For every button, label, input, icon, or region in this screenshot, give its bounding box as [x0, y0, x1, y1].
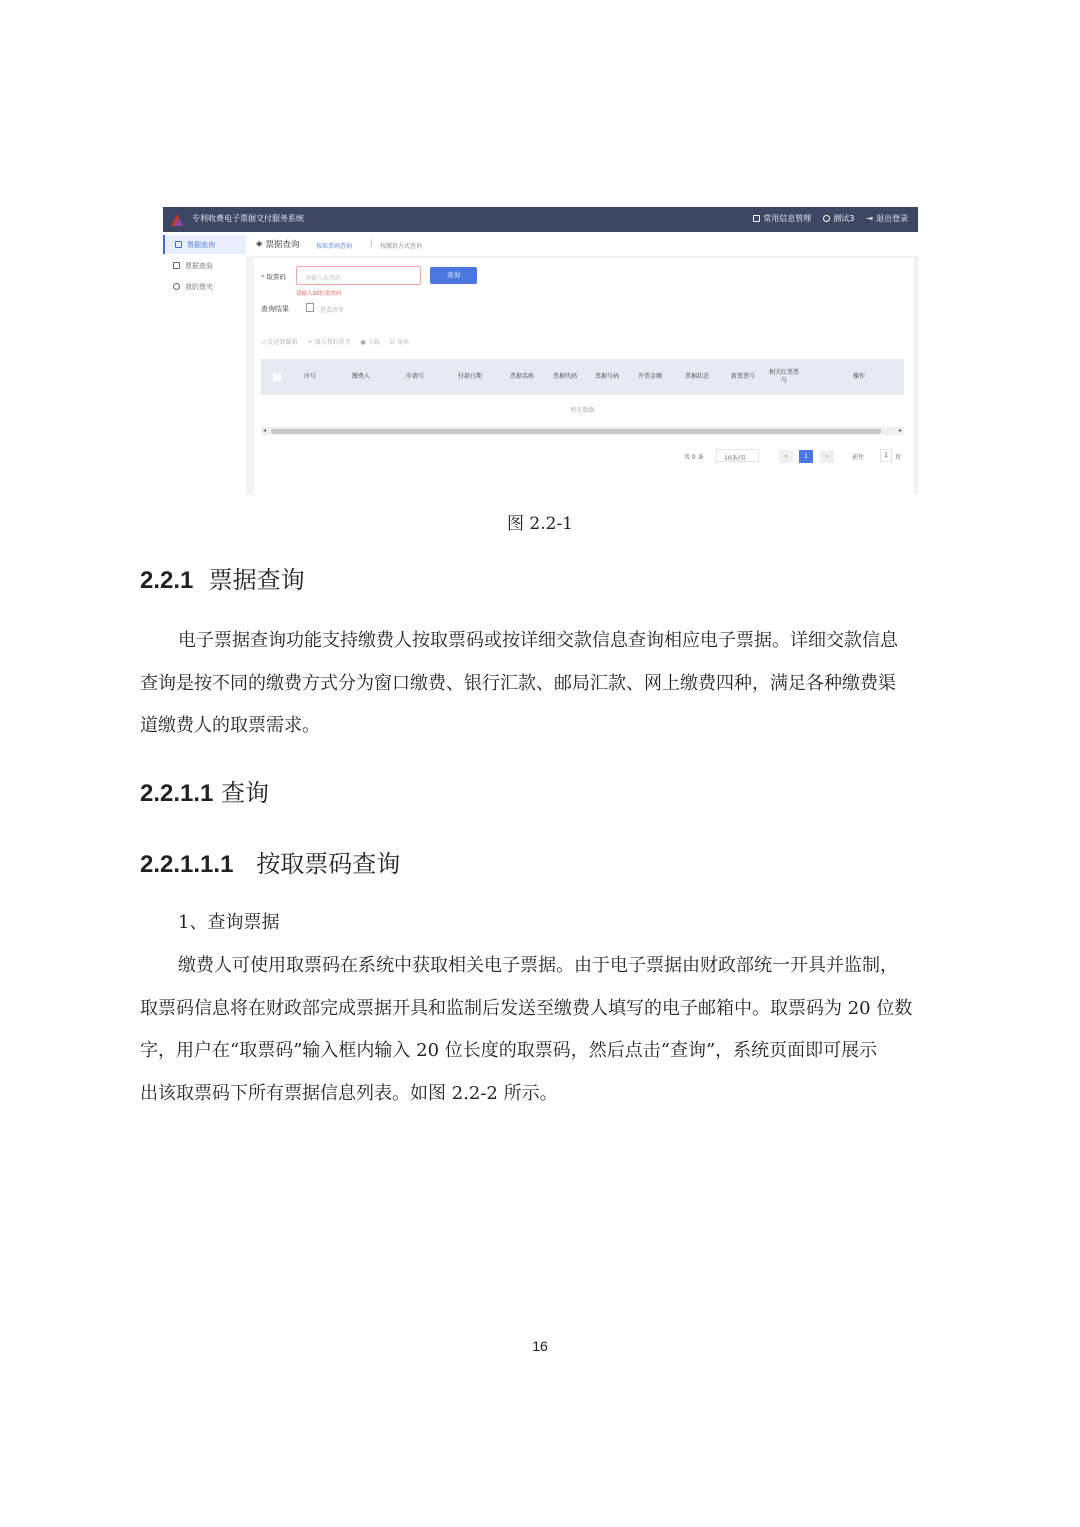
table-header: [261, 359, 904, 395]
tabs-bar: [246, 232, 918, 256]
tab-by-code[interactable]: 按取票码查询: [316, 243, 353, 250]
export-button[interactable]: ☑ 导出: [389, 339, 409, 346]
sidebar: [163, 232, 246, 495]
add-folder-button[interactable]: + 加入我的票夹: [307, 339, 351, 346]
result-label: 查询结果: [261, 305, 289, 313]
app-logo-icon: [169, 212, 185, 228]
col-index: 序号: [303, 373, 316, 380]
col-actions: 操作: [852, 373, 865, 380]
section-heading-2-2-1-1-1: 2.2.1.1.1 按取票码查询: [140, 850, 401, 878]
logout-button[interactable]: ⇥ 退出登录: [866, 214, 908, 223]
col-payer: 缴费人: [351, 373, 370, 380]
code-label: * 取票码: [261, 273, 286, 281]
paragraph-code-query: 缴费人可使用取票码在系统中获取相关电子票据。由于电子票据由财政部统一开具并监制， 取票码信息将在财政部完成票据开具和监制后发送至缴费人填写的电子邮箱中。取票码为 20 位数 字，用户在“取票码”输入框内输入 20 位长度的取票码，然后点击“查询”，系统页面即可展示 出该取票码下所有票据信息列表。如图 2.2-2 所示。: [140, 955, 913, 1104]
col-red-ticket-no: 相关红票票号: [769, 369, 800, 384]
chevron-right-icon[interactable]: ▸: [898, 427, 902, 434]
sidebar-item-my-folder[interactable]: 我的票夹: [163, 277, 246, 296]
user-icon: [823, 215, 830, 222]
page-size-select[interactable]: 10条/页: [716, 449, 759, 462]
col-status: 票据状态: [684, 373, 709, 380]
scrollbar-thumb[interactable]: [271, 429, 881, 434]
sidebar-item-ticket-query[interactable]: 票据查询: [163, 235, 246, 254]
empty-state: 暂无数据: [261, 395, 904, 428]
view-list-link[interactable]: 查看清单: [320, 307, 345, 314]
query-button[interactable]: 查询: [430, 267, 477, 284]
layers-icon: ◈: [256, 239, 263, 249]
search-icon: [173, 283, 180, 290]
next-page-button[interactable]: >: [820, 450, 834, 463]
paragraph-intro: 电子票据查询功能支持缴费人按取票码或按详细交款信息查询相应电子票据。详细交款信息 查询是按不同的缴费方式分为窗口缴费、银行汇款、邮局汇款、网上缴费四种，满足各种缴费渠 道缴费人的取票需求。: [140, 630, 898, 736]
col-amount: 开票金额: [637, 373, 662, 380]
list-item-query-ticket: 1、查询票据: [178, 912, 280, 933]
page-unit: 页: [895, 454, 902, 461]
page-number: 16: [532, 1338, 548, 1354]
tab-ticket-query[interactable]: ◈ 票据查询: [256, 239, 300, 250]
horizontal-scrollbar[interactable]: [261, 428, 904, 435]
col-ticket-code: 票据代码: [552, 373, 577, 380]
check-icon: [173, 262, 180, 269]
topbar-actions: [753, 213, 908, 224]
col-pay-date: 付款日期: [457, 373, 482, 380]
sidebar-item-ticket-verify[interactable]: 票据查验: [163, 256, 246, 275]
figure-caption: 图 2.2-1: [507, 514, 573, 534]
figure-screenshot: [163, 207, 918, 495]
tab-by-payment[interactable]: 按缴款方式查询: [380, 243, 423, 250]
current-page-button[interactable]: 1: [799, 450, 813, 463]
goto-label: 前往: [852, 454, 865, 461]
chevron-left-icon[interactable]: ◂: [263, 427, 267, 434]
pager-total: 共 0 条: [684, 454, 704, 461]
tab-separator: |: [370, 239, 373, 247]
goto-page-input[interactable]: 1: [880, 449, 892, 462]
col-ticket-name: 票据名称: [509, 373, 534, 380]
code-input[interactable]: 请输入取票码: [296, 266, 421, 285]
col-ticket-number: 票据号码: [594, 373, 619, 380]
edit-icon: [753, 215, 760, 222]
logout-icon: ⇥: [866, 214, 873, 223]
user-menu[interactable]: 测试3: [823, 213, 854, 224]
select-all-checkbox[interactable]: [273, 373, 281, 381]
prev-page-button[interactable]: <: [779, 450, 793, 463]
col-new-ticket-no: 新票票号: [730, 373, 755, 380]
code-error: 请输入20位取票码: [296, 291, 342, 297]
section-heading-2-2-1: 2.2.1 票据查询: [140, 566, 305, 594]
list-icon: [306, 303, 314, 312]
common-info-button[interactable]: 常用信息管理: [753, 213, 811, 224]
app-title: 专利收费电子票据交付服务系统: [192, 214, 304, 223]
download-button[interactable]: ● 下载: [360, 339, 380, 346]
section-heading-2-2-1-1: 2.2.1.1 查询: [140, 779, 270, 807]
app-topbar: [163, 207, 918, 232]
query-panel: [254, 258, 914, 495]
table-toolbar: [261, 337, 409, 346]
send-email-button[interactable]: ◁ 发送到邮箱: [261, 339, 298, 346]
col-application-no: 申请号: [405, 373, 424, 380]
list-icon: [175, 241, 182, 248]
